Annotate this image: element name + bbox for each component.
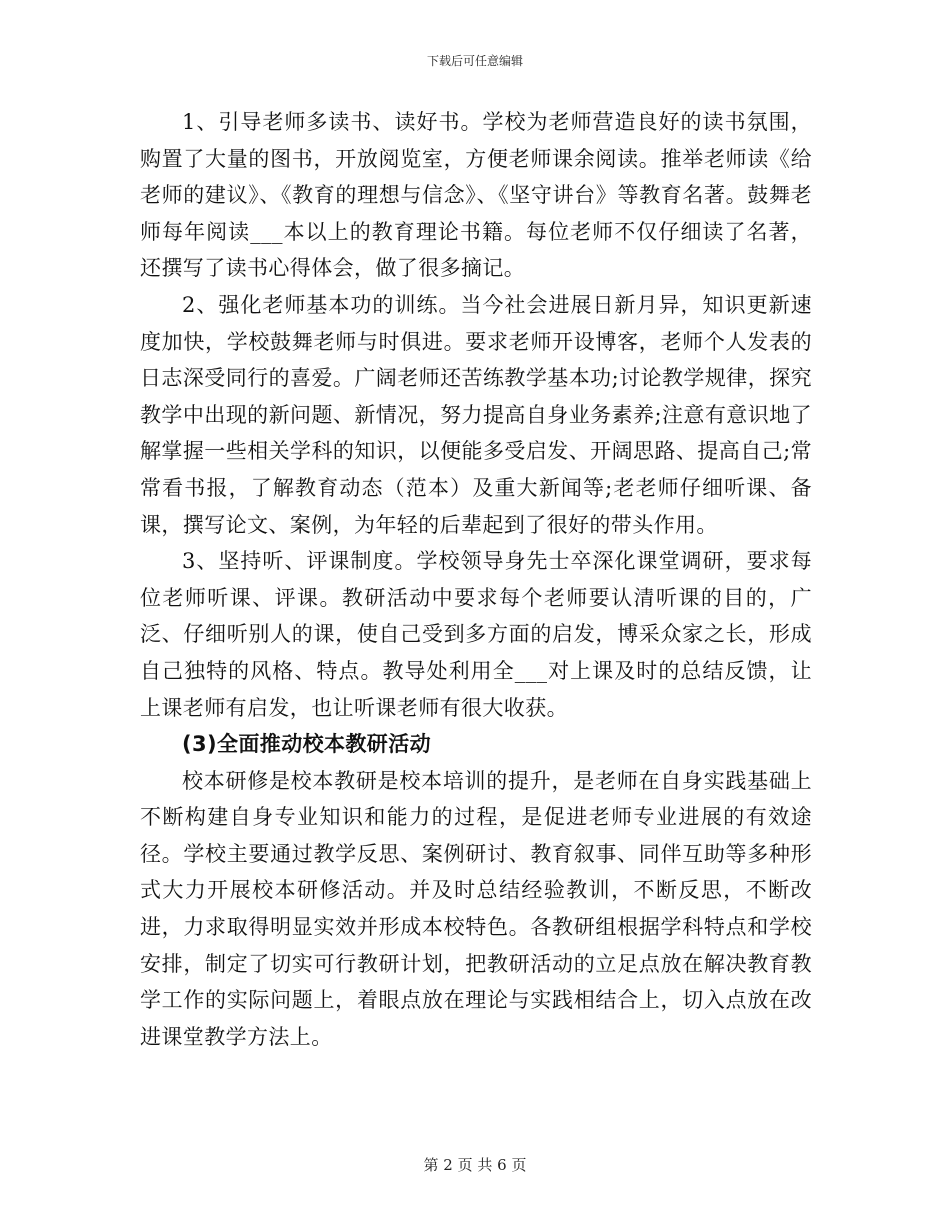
paragraph-school-research: 校本研修是校本教研是校本培训的提升，是老师在自身实践基础上不断构建自身专业知识和能力的过程，是促进老师专业进展的有效途径。学校主要通过教学反思、案例研讨、教育叙事、同伴互助等多种形式大力开展校本研修活动。并及时总结经验教训，不断反思，不断改进，力求取得明显实效并形成本校特色。各教研组根据学科特点和学校安排，制定了切实可行教研计划，把教研活动的立足点放在解决教育教学工作的实际问题上，着眼点放在理论与实践相结合上，切入点放在改进课堂教学方法上。 [140,768,812,1049]
section-heading: (3)全面推动校本教研活动 [182,732,432,757]
paragraph-reading: 1、引导老师多读书、读好书。学校为老师营造良好的读书氛围，购置了大量的图书，开放阅览室，方便老师课余阅读。推举老师读《给老师的建议》、《教育的理想与信念》、《坚守讲台》等教育名著。鼓舞老师每年阅读___本以上的教育理论书籍。每位老师不仅仔细读了名著，还撰写了读书心得体会，做了很多摘记。 [140,110,812,281]
page-header: 下载后可任意编辑 [426,54,523,68]
page-number-footer: 第 2 页 共 6 页 [423,1156,527,1174]
document-body [140,104,812,1055]
paragraph-lesson-evaluation: 3、坚持听、评课制度。学校领导身先士卒深化课堂调研，要求每位老师听课、评课。教研活动中要求每个老师要认清听课的目的，广泛、仔细听别人的课，使自己受到多方面的启发，博采众家之长，形成自己独特的风格、特点。教导处利用全___对上课及时的总结反馈，让上课老师有启发，也让听课老师有很大收获。 [140,549,812,720]
paragraph-basic-skills: 2、强化老师基本功的训练。当今社会进展日新月异，知识更新速度加快，学校鼓舞老师与时俱进。要求老师开设博客，老师个人发表的日志深受同行的喜爱。广阔老师还苦练教学基本功;讨论教学规律，探究教学中出现的新问题、新情况，努力提高自身业务素养;注意有意识地了解掌握一些相关学科的知识，以便能多受启发、开阔思路、提高自己;常常看书报，了解教育动态（范本）及重大新闻等;老老师仔细听课、备课，撰写论文、案例，为年轻的后辈起到了很好的带头作用。 [140,292,812,537]
